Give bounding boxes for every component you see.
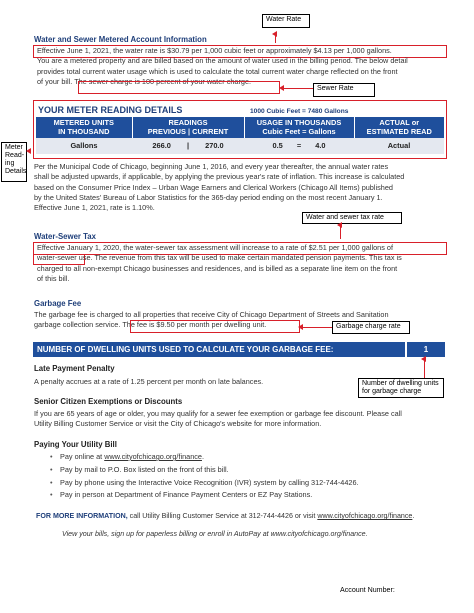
autopay-note: View your bills, sign up for paperless billing or enroll in AutoPay at www.cityofchicago.org/finance. [62,530,368,538]
callout-garbage-rate-arrow [302,327,332,328]
list-item: • Pay by phone using the Interactive Voice Recognition (IVR) system by calling 312-744-4426. [60,477,440,490]
callout-water-rate-arrow [275,35,276,43]
callout-meter-details: Meter Read- ing Details [1,142,27,182]
callout-water-sewer-tax-arrow [340,226,341,239]
finance-website-link[interactable]: www.cityofchicago.org/finance [104,452,202,461]
garbage-fee-heading: Garbage Fee [34,299,82,308]
more-info-website-link[interactable]: www.cityofchicago.org/finance [317,512,413,520]
callout-dwelling-units: Number of dwelling units for garbage charge [358,378,444,398]
column-actual-estimated: ACTUAL or ESTIMATED READ [354,117,444,138]
late-payment-text: A penalty accrues at a rate of 1.25 percent per month on late balances. [34,377,264,386]
list-item: • Pay by mail to P.O. Box listed on the front of this bill. [60,464,440,477]
callout-garbage-charge-rate: Garbage charge rate [332,321,410,334]
cell-readings: 266.0 | 270.0 [132,138,244,154]
column-metered-units: METERED UNITS IN THOUSAND [36,117,132,138]
dwelling-units-bar [33,342,445,357]
senior-citizen-text: If you are 65 years of age or older, you may qualify for a sewer fee exemption or garbage fee discount. Please call Utility Billing Customer Service or visit the City of Chicago's website for more information. [34,409,402,429]
water-sewer-tax-text: Effective January 1, 2020, the water-sewer tax assessment will increase to a rate of $2.51 per 1,000 gallons of water-sewer use. The revenue from this tax will be used to make certain mandated pension payments. This tax is charged to all non-exempt Chicago businesses and residences, and is billed as a separate line item on the front of this bill. [37,243,402,284]
callout-water-rate: Water Rate [262,14,310,28]
water-sewer-text: Effective June 1, 2021, the water rate is $30.79 per 1,000 cubic feet or approximately $4.13 per 1,000 gallons. You are a metered property and are billed based on the amount of water used in the billing period. The below detail provides total current water usage which is used to calculate the total current water charge reflected on the front of your bill. The sewer charge is 100 percent of your water charge. [37,46,408,87]
garbage-rate-highlight [130,320,300,333]
municipal-code-text: Per the Municipal Code of Chicago, beginning June 1, 2016, and every year thereafter, the annual water rates shall be adjusted upwards, if applicable, by applying the previous year's rate of inflation. This increase is calculated based on the Consumer Price Index – Urban Wage Earners and Clerical Workers (Chicago All Items) published by the United States' Bureau of Labor Statistics for the 365-day period ending on the most recent January 1. Effective June 1, 2021, rate is 1.10%. [34,162,405,213]
water-sewer-heading: Water and Sewer Metered Account Information [34,35,207,44]
account-number-label: Account Number: [340,586,395,594]
meter-reading-title: YOUR METER READING DETAILS [38,105,183,115]
dwelling-units-label: NUMBER OF DWELLING UNITS USED TO CALCULATE YOUR GARBAGE FEE: [37,345,334,354]
list-item: • Pay in person at Department of Finance Payment Centers or EZ Pay Stations. [60,489,440,502]
payment-options-list [60,451,440,502]
meter-table-header-row [36,117,444,138]
more-information-text: FOR MORE INFORMATION, call Utility Billing Customer Service at 312-744-4426 or visit www.cityofchicago.org/finance. [36,512,415,520]
callout-water-sewer-tax-rate: Water and sewer tax rate [302,212,402,224]
table-row [36,138,444,154]
column-readings: READINGS PREVIOUS | CURRENT [132,117,244,138]
sewer-rate-highlight [78,81,280,94]
cell-units: Gallons [36,138,132,154]
meter-conversion-note: 1000 Cubic Feet = 7480 Gallons [250,108,349,115]
list-item: • Pay online at www.cityofchicago.org/finance. [60,451,440,464]
late-payment-heading: Late Payment Penalty [34,364,115,373]
cell-read-type: Actual [354,138,444,154]
garbage-fee-text: The garbage fee is charged to all properties that receive City of Chicago Department of Streets and Sanitation garbage collection service. The fee is $9.50 per month per dwelling unit. [34,310,389,330]
meter-reading-table [36,117,444,154]
paying-bill-heading: Paying Your Utility Bill [34,440,117,449]
column-usage: USAGE IN THOUSANDS Cubic Feet = Gallons [244,117,354,138]
dwelling-units-count: 1 [405,342,445,357]
callout-dwelling-units-arrow [424,360,425,378]
water-sewer-tax-heading: Water-Sewer Tax [34,232,96,241]
callout-sewer-rate: Sewer Rate [313,83,375,97]
senior-citizen-heading: Senior Citizen Exemptions or Discounts [34,397,183,406]
callout-sewer-rate-arrow [283,88,313,89]
cell-usage: 0.5 = 4.0 [244,138,354,154]
